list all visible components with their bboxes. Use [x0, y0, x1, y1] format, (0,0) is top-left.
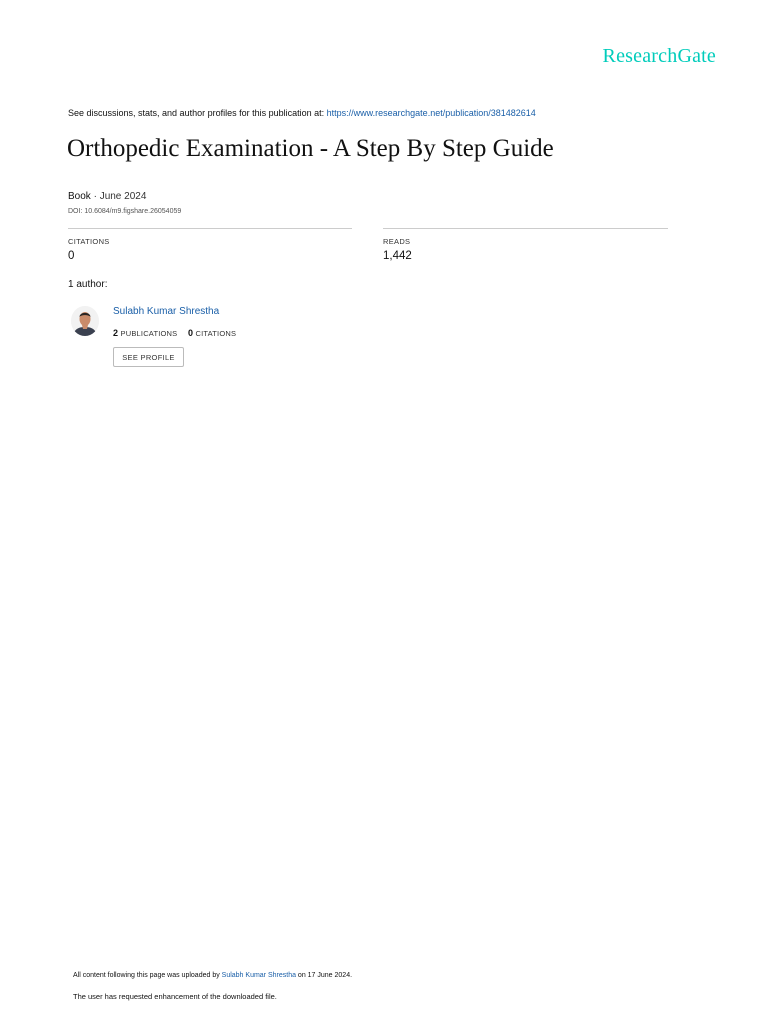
- author-avatar[interactable]: [71, 306, 99, 336]
- reads-divider: [383, 228, 668, 229]
- publication-meta: [68, 191, 146, 202]
- enhancement-notice: The user has requested enhancement of the downloaded file.: [73, 992, 277, 1001]
- author-name-link[interactable]: Sulabh Kumar Shrestha: [113, 306, 220, 317]
- reads-value: 1,442: [383, 250, 412, 262]
- upload-prefix: All content following this page was uploaded by: [73, 972, 222, 979]
- author-citations-count: 0: [187, 328, 194, 338]
- upload-notice: [73, 972, 352, 979]
- publication-title: Orthopedic Examination - A Step By Step Guide: [67, 135, 554, 162]
- author-citations-label: CITATIONS: [195, 329, 237, 338]
- discussion-line: [68, 108, 536, 118]
- discussion-prefix: See discussions, stats, and author profiles for this publication at:: [68, 108, 327, 118]
- uploader-link[interactable]: Sulabh Kumar Shrestha: [221, 972, 296, 979]
- author-photo-icon: [71, 306, 99, 336]
- citations-label: CITATIONS: [68, 237, 110, 246]
- upload-suffix: on 17 June 2024.: [295, 972, 353, 979]
- publication-doi: DOI: 10.6084/m9.figshare.26054059: [68, 208, 182, 215]
- author-stats: [113, 328, 236, 338]
- author-publications-label: PUBLICATIONS: [120, 329, 178, 338]
- publication-type: Book: [68, 191, 91, 202]
- publication-date: June 2024: [99, 191, 147, 202]
- researchgate-logo[interactable]: ResearchGate: [602, 45, 716, 67]
- meta-separator: ·: [90, 191, 100, 202]
- citations-value: 0: [68, 250, 75, 262]
- authors-heading: 1 author:: [68, 279, 108, 290]
- author-publications-count: 2: [113, 328, 119, 338]
- publication-link[interactable]: https://www.researchgate.net/publication/381482614: [326, 108, 536, 118]
- citations-divider: [68, 228, 352, 229]
- reads-label: READS: [383, 237, 411, 246]
- see-profile-button[interactable]: SEE PROFILE: [113, 347, 184, 367]
